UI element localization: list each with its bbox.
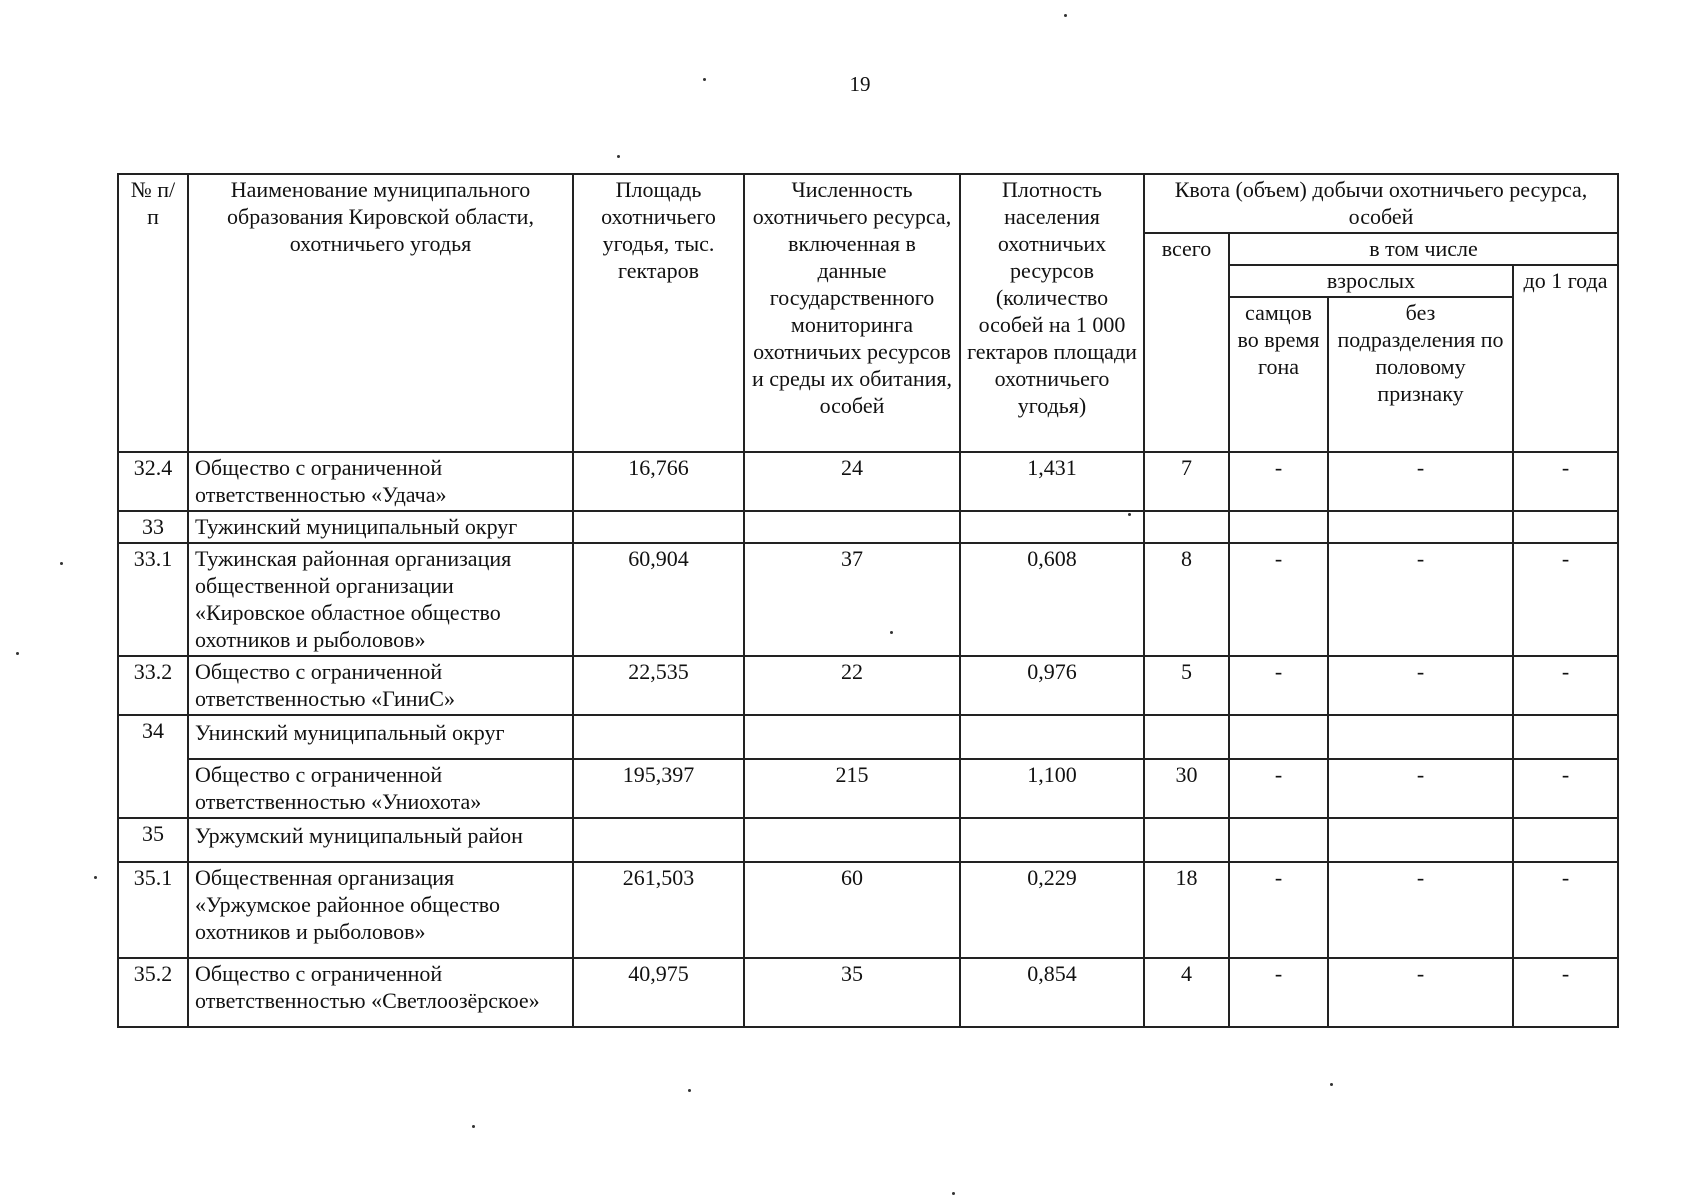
header-males: самцов во время гона xyxy=(1229,297,1328,452)
scan-speck xyxy=(703,78,706,81)
row-males xyxy=(1229,715,1328,759)
header-including: в том числе xyxy=(1229,233,1618,265)
table-row xyxy=(118,452,1618,511)
header-population: Численность охотничьего ресурса, включенная в данные государственного мониторинга охотничьих ресурсов и среды их обитания, особей xyxy=(744,174,960,452)
row-no-sex: - xyxy=(1328,656,1513,715)
row-under-year xyxy=(1513,818,1618,862)
row-population: 37 xyxy=(744,543,960,656)
row-no-sex xyxy=(1328,818,1513,862)
header-density: Плотность населения охотничьих ресурсов (количество особей на 1 000 гектаров площади охотничьего угодья) xyxy=(960,174,1144,452)
row-area xyxy=(573,511,744,543)
row-density: 1,100 xyxy=(960,759,1144,818)
header-adults: взрослых xyxy=(1229,265,1513,297)
row-num: 35.2 xyxy=(118,958,188,1027)
header-total: всего xyxy=(1144,233,1229,452)
scan-speck xyxy=(94,876,97,879)
row-total xyxy=(1144,715,1229,759)
row-population: 215 xyxy=(744,759,960,818)
scan-speck xyxy=(1330,1083,1333,1086)
row-num: 35.1 xyxy=(118,862,188,958)
row-no-sex: - xyxy=(1328,958,1513,1027)
row-no-sex: - xyxy=(1328,452,1513,511)
row-under-year: - xyxy=(1513,452,1618,511)
row-no-sex: - xyxy=(1328,543,1513,656)
scan-speck xyxy=(1128,513,1131,516)
row-name: Уржумский муниципальный район xyxy=(188,818,573,862)
row-males xyxy=(1229,511,1328,543)
row-area xyxy=(573,715,744,759)
row-total: 8 xyxy=(1144,543,1229,656)
row-no-sex xyxy=(1328,511,1513,543)
page-number: 19 xyxy=(849,72,871,96)
row-area: 16,766 xyxy=(573,452,744,511)
row-name: Общество с ограниченной ответственностью «Светлоозёрское» xyxy=(188,958,573,1027)
row-num: 33.2 xyxy=(118,656,188,715)
header-num: № п/п xyxy=(118,174,188,452)
table-row xyxy=(118,656,1618,715)
row-name: Общество с ограниченной ответственностью «Удача» xyxy=(188,452,573,511)
header-quota: Квота (объем) добычи охотничьего ресурса, особей xyxy=(1144,174,1618,233)
row-name: Унинский муниципальный округ xyxy=(188,715,573,759)
scan-speck xyxy=(16,652,19,655)
table-row xyxy=(118,715,1618,759)
row-population xyxy=(744,511,960,543)
row-name: Тужинский муниципальный округ xyxy=(188,511,573,543)
row-males: - xyxy=(1229,759,1328,818)
table-row xyxy=(118,818,1618,862)
scan-speck xyxy=(688,1089,691,1092)
row-no-sex: - xyxy=(1328,759,1513,818)
row-name: Общество с ограниченной ответственностью «Униохота» xyxy=(188,759,573,818)
row-males: - xyxy=(1229,862,1328,958)
row-num: 35 xyxy=(118,818,188,862)
row-males xyxy=(1229,818,1328,862)
scan-speck xyxy=(890,631,893,634)
row-population xyxy=(744,818,960,862)
row-area: 40,975 xyxy=(573,958,744,1027)
row-area: 195,397 xyxy=(573,759,744,818)
row-density: 0,608 xyxy=(960,543,1144,656)
quota-table xyxy=(117,173,1619,1028)
row-total xyxy=(1144,511,1229,543)
row-num: 32.4 xyxy=(118,452,188,511)
row-num: 33.1 xyxy=(118,543,188,656)
table-row xyxy=(118,511,1618,543)
table-header xyxy=(118,174,1618,452)
scan-speck xyxy=(952,1192,955,1195)
row-name: Общественная организация «Уржумское районное общество охотников и рыболовов» xyxy=(188,862,573,958)
row-under-year: - xyxy=(1513,759,1618,818)
table-body xyxy=(118,452,1618,1027)
row-no-sex xyxy=(1328,715,1513,759)
header-no-sex: без подразделения по половому признаку xyxy=(1328,297,1513,452)
row-total: 18 xyxy=(1144,862,1229,958)
row-num: 33 xyxy=(118,511,188,543)
row-under-year: - xyxy=(1513,862,1618,958)
row-total xyxy=(1144,818,1229,862)
row-under-year: - xyxy=(1513,656,1618,715)
row-population: 22 xyxy=(744,656,960,715)
row-under-year xyxy=(1513,715,1618,759)
row-num: 34 xyxy=(118,715,188,818)
row-males: - xyxy=(1229,958,1328,1027)
row-total: 4 xyxy=(1144,958,1229,1027)
header-area: Площадь охотничьего угодья, тыс. гектаров xyxy=(573,174,744,452)
row-density xyxy=(960,511,1144,543)
row-males: - xyxy=(1229,543,1328,656)
row-population: 60 xyxy=(744,862,960,958)
scan-speck xyxy=(60,562,63,565)
row-density: 0,976 xyxy=(960,656,1144,715)
row-under-year: - xyxy=(1513,543,1618,656)
row-name: Тужинская районная организация общественной организации «Кировское областное общество охотников и рыболовов» xyxy=(188,543,573,656)
row-males: - xyxy=(1229,452,1328,511)
row-area: 22,535 xyxy=(573,656,744,715)
row-males: - xyxy=(1229,656,1328,715)
row-population: 35 xyxy=(744,958,960,1027)
row-area: 60,904 xyxy=(573,543,744,656)
row-total: 7 xyxy=(1144,452,1229,511)
table-row xyxy=(118,862,1618,958)
row-density xyxy=(960,715,1144,759)
header-under-year: до 1 года xyxy=(1513,265,1618,452)
scan-speck xyxy=(472,1125,475,1128)
row-area xyxy=(573,818,744,862)
scan-speck xyxy=(617,155,620,158)
row-no-sex: - xyxy=(1328,862,1513,958)
header-name: Наименование муниципального образования Кировской области, охотничьего угодья xyxy=(188,174,573,452)
row-population xyxy=(744,715,960,759)
table-row xyxy=(118,543,1618,656)
table-row xyxy=(118,759,1618,818)
row-name: Общество с ограниченной ответственностью «ГиниС» xyxy=(188,656,573,715)
row-density: 1,431 xyxy=(960,452,1144,511)
row-total: 30 xyxy=(1144,759,1229,818)
row-density: 0,854 xyxy=(960,958,1144,1027)
row-area: 261,503 xyxy=(573,862,744,958)
table-row xyxy=(118,958,1618,1027)
row-under-year xyxy=(1513,511,1618,543)
row-density xyxy=(960,818,1144,862)
row-density: 0,229 xyxy=(960,862,1144,958)
scan-speck xyxy=(1064,14,1067,17)
row-total: 5 xyxy=(1144,656,1229,715)
row-population: 24 xyxy=(744,452,960,511)
row-under-year: - xyxy=(1513,958,1618,1027)
